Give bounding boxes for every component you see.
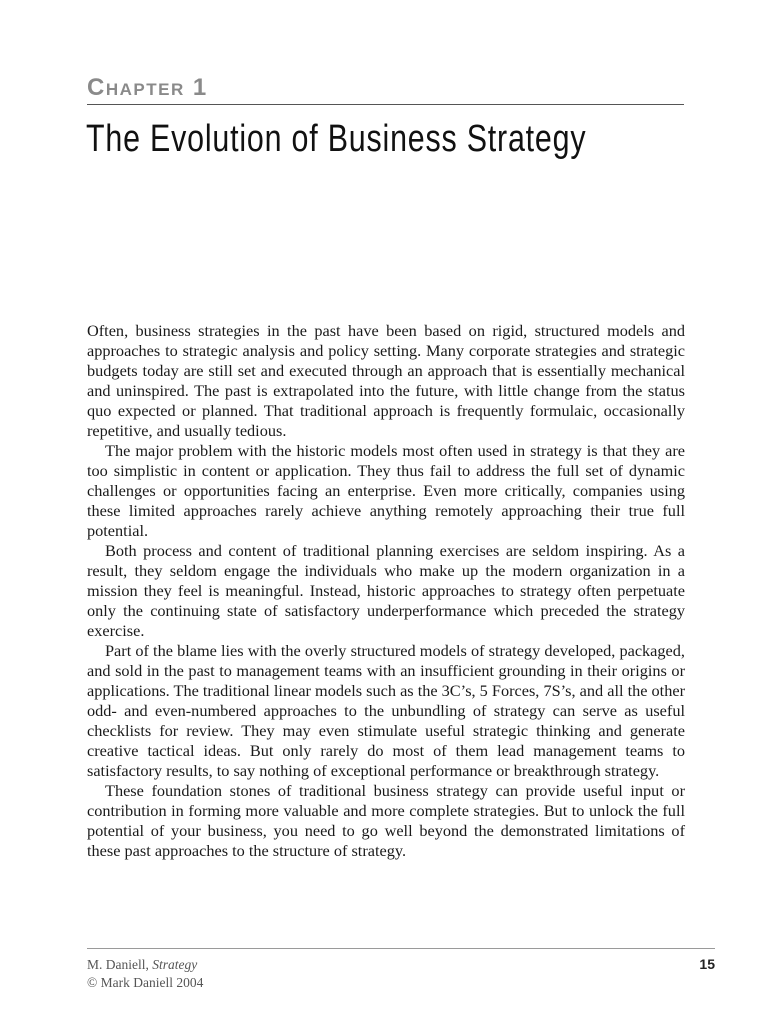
footer-credits: [87, 956, 203, 992]
chapter-label: Chapter 1: [87, 74, 208, 101]
paragraph-1: Often, business strategies in the past have been based on rigid, structured models and approaches to strategic analysis and policy setting. Many corporate strategies and strategic budgets today are still set and executed through an approach that is essentially mechanical and uninspired. The past is extrapolated into the future, with little change from the status quo expected or planned. That traditional approach is frequently formulaic, occasionally repetitive, and usually tedious.: [87, 321, 685, 440]
footer-rule: [87, 948, 715, 949]
chapter-title: The Evolution of Business Strategy: [86, 118, 587, 160]
footer-citation: [87, 956, 203, 974]
body-text: [87, 321, 685, 861]
footer-book-title: Strategy: [152, 957, 198, 972]
footer-copyright: © Mark Daniell 2004: [87, 975, 204, 990]
chapter-rule: [87, 104, 684, 105]
paragraph-4: Part of the blame lies with the overly structured models of strategy developed, packaged, and sold in the past to management teams with an insufficient grounding in their origins or applications. The traditional linear models such as the 3C’s, 5 Forces, 7S’s, and all the other odd- and even-numbered approaches to the unbundling of strategy can serve as useful checklists for review. They may even stimulate useful strategic thinking and generate creative tactical ideas. But only rarely do most of them lead management teams to satisfactory results, to say nothing of exceptional performance or breakthrough strategy.: [87, 641, 685, 780]
paragraph-3: Both process and content of traditional planning exercises are seldom inspiring. As a result, they seldom engage the individuals who make up the modern organization in a mission they feel is meaningful. Instead, historic approaches to strategy often perpetuate only the continuing state of satisfactory underperformance which preceded the strategy exercise.: [87, 541, 685, 640]
paragraph-2: The major problem with the historic models most often used in strategy is that they are too simplistic in content or application. They thus fail to address the full set of dynamic challenges or opportunities facing an enterprise. Even more critically, companies using these limited approaches rarely achieve anything remotely approaching their true full potential.: [87, 441, 685, 540]
footer-author: M. Daniell,: [87, 957, 149, 972]
paragraph-5: These foundation stones of traditional business strategy can provide useful input or contribution in forming more valuable and more complete strategies. But to unlock the full potential of your business, you need to go well beyond the demonstrated limitations of these past approaches to the structure of strategy.: [87, 781, 685, 860]
page-number: 15: [699, 956, 715, 972]
